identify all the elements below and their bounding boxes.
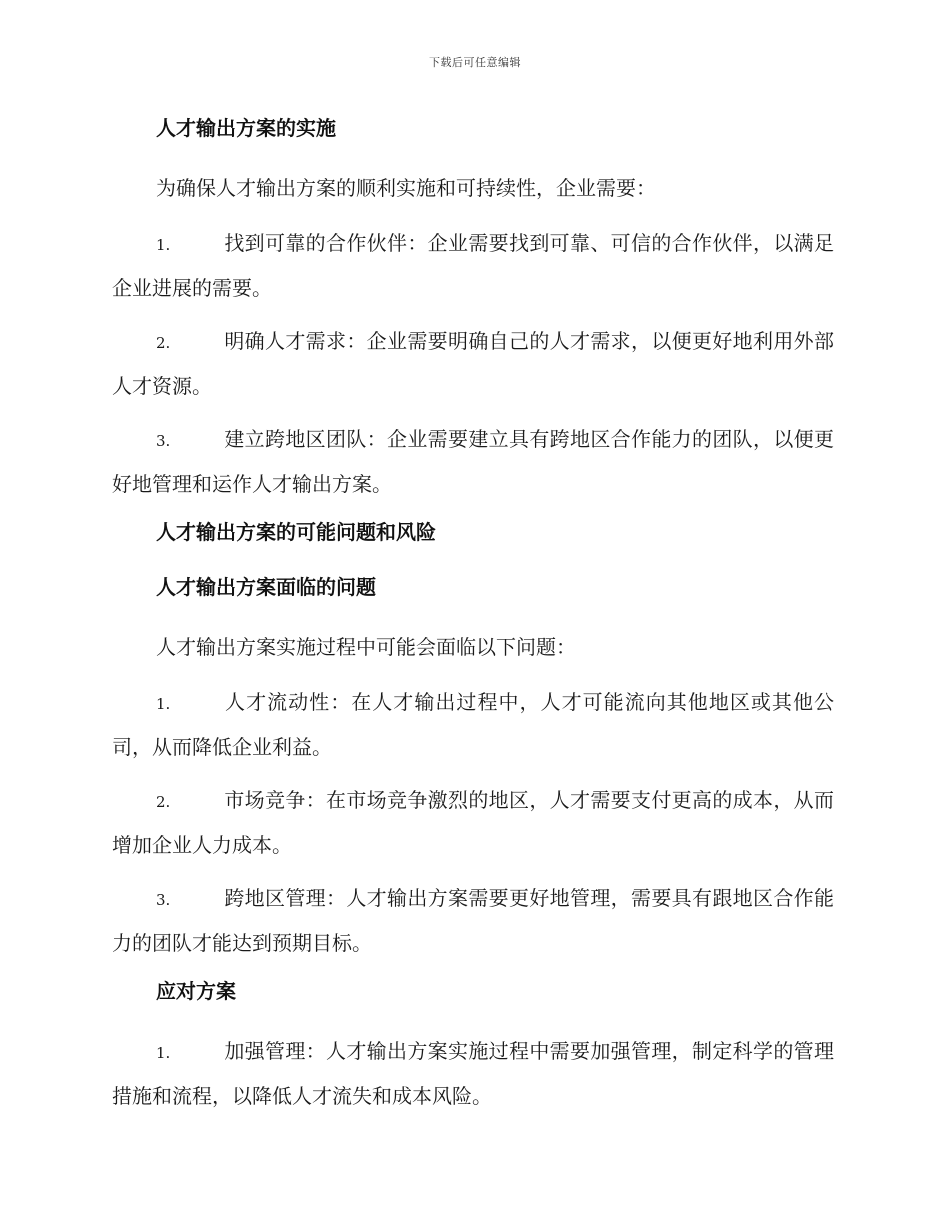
list-item-number: 1. [156,236,171,254]
section-heading-implementation: 人才输出方案的实施 [156,116,336,140]
list-item-number: 3. [156,891,171,909]
list-item-text: 跨地区管理：人才输出方案需要更好地管理，需要具有跟地区合作能力的团队才能达到预期目标。 [112,886,834,955]
list-item-text: 市场竞争：在市场竞争激烈的地区，人才需要支付更高的成本，从而增加企业人力成本。 [112,788,834,857]
list-item-text: 人才流动性：在人才输出过程中，人才可能流向其他地区或其他公司，从而降低企业利益。 [112,690,834,759]
list-item [112,779,834,867]
list-item [112,320,834,408]
list-item-number: 3. [156,432,171,450]
header-note: 下载后可任意编辑 [429,56,521,69]
list-item-text: 建立跨地区团队：企业需要建立具有跨地区合作能力的团队，以便更好地管理和运作人才输出方案。 [112,427,834,496]
list-item [112,222,834,310]
list-item [112,681,834,769]
problems-intro: 人才输出方案实施过程中可能会面临以下问题： [156,635,576,659]
list-item [112,877,834,965]
section-heading-problems: 人才输出方案面临的问题 [156,575,376,599]
list-item-number: 1. [156,695,171,713]
section-heading-solutions: 应对方案 [156,979,236,1003]
section-heading-risks: 人才输出方案的可能问题和风险 [156,520,436,544]
implementation-intro: 为确保人才输出方案的顺利实施和可持续性，企业需要： [156,176,656,200]
list-item-number: 2. [156,793,171,811]
list-item [112,1030,834,1118]
list-item-text: 明确人才需求：企业需要明确自己的人才需求，以便更好地利用外部人才资源。 [112,329,834,398]
document-body [112,112,834,1128]
list-item-number: 2. [156,334,171,352]
list-item-text: 找到可靠的合作伙伴：企业需要找到可靠、可信的合作伙伴，以满足企业进展的需要。 [112,231,834,300]
list-item-text: 加强管理：人才输出方案实施过程中需要加强管理，制定科学的管理措施和流程，以降低人才流失和成本风险。 [112,1039,834,1108]
list-item-number: 1. [156,1044,171,1062]
list-item [112,418,834,506]
